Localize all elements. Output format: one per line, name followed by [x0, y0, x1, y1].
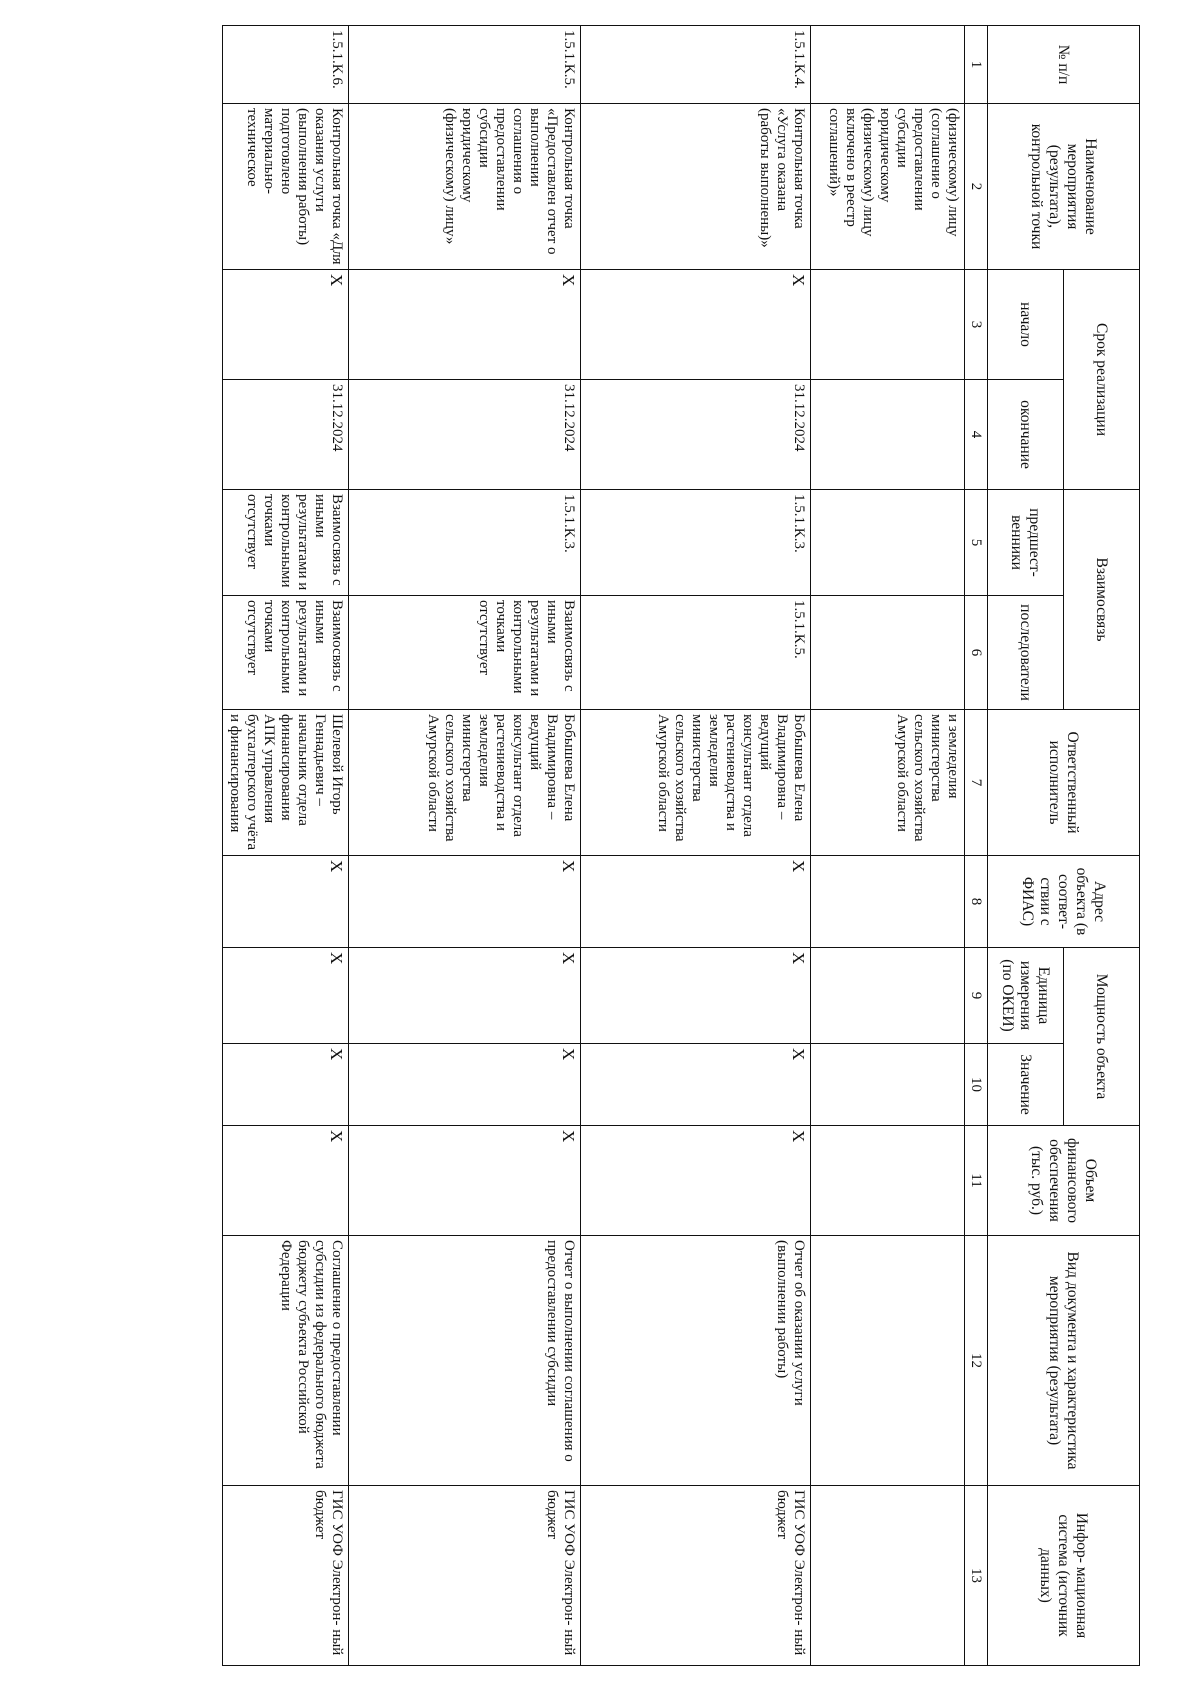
unit: X [581, 948, 811, 1044]
successors: Взаимосвязь с иными результатами и контрольными точками отсутствует [349, 596, 581, 710]
column-number: 3 [965, 270, 988, 380]
end-date: 31.12.2024 [581, 380, 811, 490]
responsible: Бобышева Елена Владимировна – ведущий консультант отдела растениеводства и земледелия министерства сельского хозяйства Амурской области [349, 710, 581, 856]
value: X [581, 1044, 811, 1126]
responsible: и земледелия министерства сельского хозяйства Амурской области [811, 710, 965, 856]
address [811, 856, 965, 948]
document: Отчет об оказании услуги (выполнении работы) [581, 1236, 811, 1486]
header-value: Значение [988, 1044, 1064, 1126]
predecessors [811, 490, 965, 596]
table-row [349, 26, 581, 1666]
header-funding: Объем финансового обеспечения (тыс. руб.) [988, 1126, 1140, 1236]
start-date [811, 270, 965, 380]
header-responsible: Ответственный исполнитель [988, 710, 1140, 856]
responsible: Шелевой Игорь Геннадьевич – начальник отдела финансирования АПК управления бухгалтерского учёта и финансирования [223, 710, 349, 856]
column-number: 8 [965, 856, 988, 948]
header-predecessors: предшест- венники [988, 490, 1064, 596]
funding: X [223, 1126, 349, 1236]
document: Соглашение о предоставлении субсидии из федерального бюджета бюджету субъекта Российской Федерации [223, 1236, 349, 1486]
header-document: Вид документа и характеристика мероприятия (результата) [988, 1236, 1140, 1486]
column-number: 9 [965, 948, 988, 1044]
document: Отчет о выполнении соглашения о предоставлении субсидии [349, 1236, 581, 1486]
successors: 1.5.1.К.5. [581, 596, 811, 710]
value: X [349, 1044, 581, 1126]
value [811, 1044, 965, 1126]
row-number [811, 26, 965, 104]
row-number: 1.5.1.К.6. [223, 26, 349, 104]
header-relation: Взаимосвязь [1064, 490, 1140, 710]
event-name: Контрольная точка «Услуга оказана (работы выполнены)» [581, 104, 811, 270]
predecessors: 1.5.1.К.3. [581, 490, 811, 596]
unit: X [223, 948, 349, 1044]
successors: Взаимосвязь с иными результатами и контрольными точками отсутствует [223, 596, 349, 710]
event-name: Контрольная точка «Предоставлен отчет о выполнении соглашения о предоставлении субсидии юридическому (физическому) лицу» [349, 104, 581, 270]
column-number: 4 [965, 380, 988, 490]
start-date: X [581, 270, 811, 380]
column-number: 6 [965, 596, 988, 710]
column-number: 13 [965, 1486, 988, 1666]
header-capacity: Мощность объекта [1064, 948, 1140, 1126]
header-start: начало [988, 270, 1064, 380]
successors [811, 596, 965, 710]
info-system: ГИС УОФ Электрон- ный бюджет [349, 1486, 581, 1666]
end-date: 31.12.2024 [223, 380, 349, 490]
address: X [581, 856, 811, 948]
start-date: X [349, 270, 581, 380]
header-number: № п/п [988, 26, 1140, 104]
column-number: 10 [965, 1044, 988, 1126]
funding [811, 1126, 965, 1236]
funding: X [349, 1126, 581, 1236]
address: X [223, 856, 349, 948]
address: X [349, 856, 581, 948]
table-row [811, 26, 965, 1666]
start-date: X [223, 270, 349, 380]
rotated-page [80, 25, 1140, 1665]
info-system: ГИС УОФ Электрон- ный бюджет [581, 1486, 811, 1666]
column-number: 5 [965, 490, 988, 596]
header-unit: Единица измерения (по ОКЕИ) [988, 948, 1064, 1044]
header-period: Срок реализации [1064, 270, 1140, 490]
end-date [811, 380, 965, 490]
column-number-row [965, 26, 988, 1666]
header-name: Наименование мероприятия (результата), контрольной точки [988, 104, 1140, 270]
header-info-system: Инфор- мационная система (источник данных) [988, 1486, 1140, 1666]
column-number: 1 [965, 26, 988, 104]
responsible: Бобышева Елена Владимировна – ведущий консультант отдела растениеводства и земледелия министерства сельского хозяйства Амурской области [581, 710, 811, 856]
info-system [811, 1486, 965, 1666]
table-row [223, 26, 349, 1666]
end-date: 31.12.2024 [349, 380, 581, 490]
info-system: ГИС УОФ Электрон- ный бюджет [223, 1486, 349, 1666]
column-number: 2 [965, 104, 988, 270]
funding: X [581, 1126, 811, 1236]
document [811, 1236, 965, 1486]
predecessors: Взаимосвязь с иными результатами и контрольными точками отсутствует [223, 490, 349, 596]
header-address: Адрес объекта (в соответ- ствии с ФИАС) [988, 856, 1140, 948]
header-successors: последователи [988, 596, 1064, 710]
header-end: окончание [988, 380, 1064, 490]
plan-table [222, 25, 1140, 1666]
event-name: Контрольная точка «Для оказания услуги (выполнения работы) подготовлено материально- техническое [223, 104, 349, 270]
value: X [223, 1044, 349, 1126]
row-number: 1.5.1.К.4. [581, 26, 811, 104]
predecessors: 1.5.1.К.3. [349, 490, 581, 596]
unit [811, 948, 965, 1044]
row-number: 1.5.1.К.5. [349, 26, 581, 104]
column-number: 11 [965, 1126, 988, 1236]
column-number: 7 [965, 710, 988, 856]
header-row-1 [1064, 26, 1140, 1666]
table-row [581, 26, 811, 1666]
unit: X [349, 948, 581, 1044]
event-name: (физическому) лицу (соглашение о предоставлении субсидии юридическому (физическому) лицу включено в реестр соглашений)» [811, 104, 965, 270]
column-number: 12 [965, 1236, 988, 1486]
